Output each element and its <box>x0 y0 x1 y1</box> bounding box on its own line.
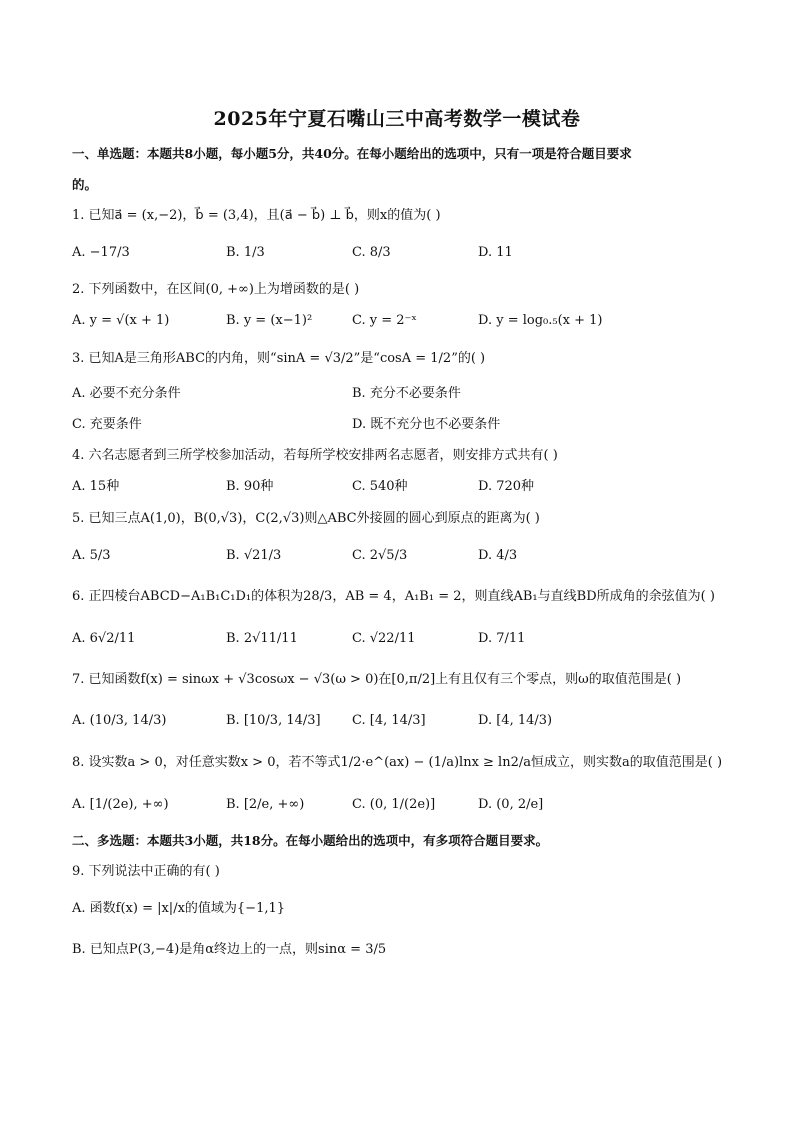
q3-option-a[interactable]: A. 必要不充分条件 <box>72 386 181 401</box>
q5-option-b[interactable]: B. √21/3 <box>226 548 282 563</box>
q4-stem: 4. 六名志愿者到三所学校参加活动，若每所学校安排两名志愿者，则安排方式共有( ) <box>72 448 558 463</box>
section1-heading-cont: 的。 <box>72 177 98 192</box>
q2-option-d[interactable]: D. y = log₀.₅(x + 1) <box>478 313 603 328</box>
section2-heading: 二、多选题：本题共3小题，共18分。在每小题给出的选项中，有多项符合题目要求。 <box>72 833 549 848</box>
q5-stem: 5. 已知三点A(1,0)，B(0,√3)，C(2,√3)则△ABC外接圆的圆心到原点的距离为( ) <box>72 511 540 526</box>
q7-option-b[interactable]: B. [10/3, 14/3] <box>226 713 321 728</box>
q8-option-a[interactable]: A. [1/(2e), +∞) <box>72 797 169 812</box>
q1-option-b[interactable]: B. 1/3 <box>226 245 265 260</box>
q5-option-a[interactable]: A. 5/3 <box>72 548 111 563</box>
q1-stem: 1. 已知a⃗ = (x,−2)，b⃗ = (3,4)，且(a⃗ − b⃗) ⊥ b⃗，则x的值为( ) <box>72 208 441 223</box>
page-title: 2025年宁夏石嘴山三中高考数学一模试卷 <box>213 108 581 130</box>
q2-option-a[interactable]: A. y = √(x + 1) <box>72 313 170 328</box>
q3-option-c[interactable]: C. 充要条件 <box>72 417 142 432</box>
q7-option-d[interactable]: D. [4, 14/3) <box>478 713 553 728</box>
q1-option-a[interactable]: A. −17/3 <box>72 245 130 260</box>
q4-option-a[interactable]: A. 15种 <box>72 479 120 494</box>
q3-option-b[interactable]: B. 充分不必要条件 <box>352 386 461 401</box>
q9-option-b[interactable]: B. 已知点P(3,−4)是角α终边上的一点，则sinα = 3/5 <box>72 942 387 957</box>
q7-option-a[interactable]: A. (10/3, 14/3) <box>72 713 167 728</box>
q6-stem: 6. 正四棱台ABCD−A₁B₁C₁D₁的体积为28/3，AB = 4，A₁B₁ = 2，则直线AB₁与直线BD所成角的余弦值为( ) <box>72 589 715 604</box>
q8-option-d[interactable]: D. (0, 2/e] <box>478 797 544 812</box>
q6-option-a[interactable]: A. 6√2/11 <box>72 631 136 646</box>
q8-option-c[interactable]: C. (0, 1/(2e)] <box>352 797 436 812</box>
q4-option-d[interactable]: D. 720种 <box>478 479 535 494</box>
q5-option-d[interactable]: D. 4/3 <box>478 548 518 563</box>
q7-stem: 7. 已知函数f(x) = sinωx + √3cosωx − √3(ω > 0)在[0,π/2]上有且仅有三个零点，则ω的取值范围是( ) <box>72 672 682 687</box>
q6-option-c[interactable]: C. √22/11 <box>352 631 416 646</box>
q3-option-d[interactable]: D. 既不充分也不必要条件 <box>352 417 501 432</box>
q7-option-c[interactable]: C. [4, 14/3] <box>352 713 426 728</box>
q4-option-c[interactable]: C. 540种 <box>352 479 408 494</box>
q1-option-c[interactable]: C. 8/3 <box>352 245 391 260</box>
q8-option-b[interactable]: B. [2/e, +∞) <box>226 797 305 812</box>
q4-option-b[interactable]: B. 90种 <box>226 479 274 494</box>
q2-option-c[interactable]: C. y = 2⁻ˣ <box>352 313 417 328</box>
q9-option-a[interactable]: A. 函数f(x) = |x|/x的值域为{−1,1} <box>72 901 286 916</box>
q2-stem: 2. 下列函数中，在区间(0, +∞)上为增函数的是( ) <box>72 282 360 297</box>
section1-heading: 一、单选题：本题共8小题，每小题5分，共40分。在每小题给出的选项中，只有一项是符合题目要求 <box>72 146 632 161</box>
q6-option-d[interactable]: D. 7/11 <box>478 631 526 646</box>
q9-stem: 9. 下列说法中正确的有( ) <box>72 864 220 879</box>
q5-option-c[interactable]: C. 2√5/3 <box>352 548 408 563</box>
q8-stem: 8. 设实数a > 0，对任意实数x > 0，若不等式1/2·e^(ax) − (1/a)lnx ≥ ln2/a恒成立，则实数a的取值范围是( ) <box>72 755 723 770</box>
q1-option-d[interactable]: D. 11 <box>478 245 513 260</box>
q6-option-b[interactable]: B. 2√11/11 <box>226 631 298 646</box>
q2-option-b[interactable]: B. y = (x−1)² <box>226 313 313 328</box>
q3-stem: 3. 已知A是三角形ABC的内角，则“sinA = √3/2”是“cosA = 1/2”的( ) <box>72 351 486 366</box>
